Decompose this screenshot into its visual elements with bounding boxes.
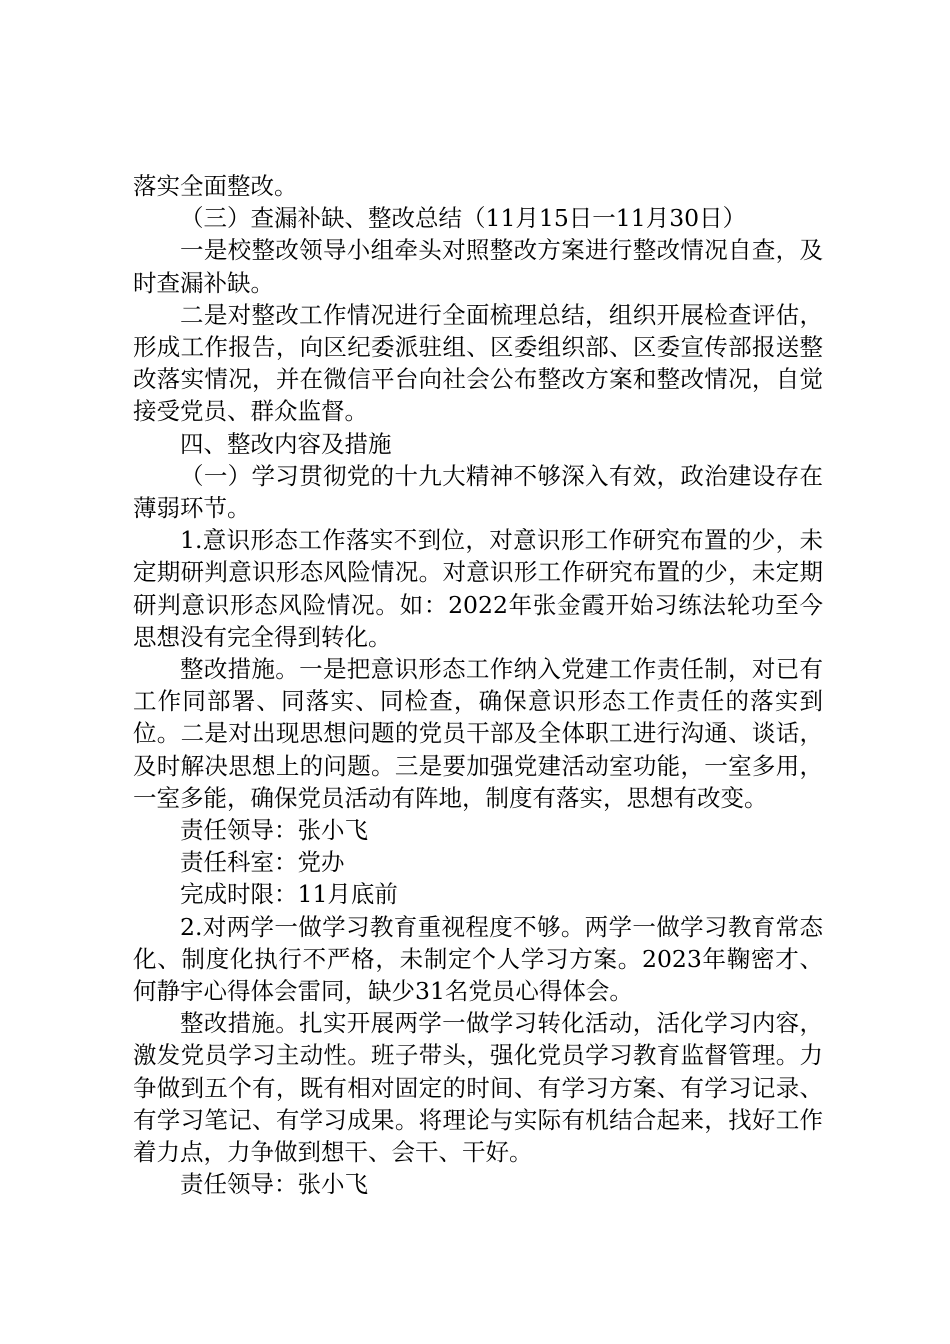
paragraph-self-check: 一是校整改领导小组牵头对照整改方案进行整改情况自查，及时查漏补缺。 xyxy=(133,236,823,297)
completion-deadline: 完成时限：11月底前 xyxy=(180,880,398,909)
responsible-office: 责任科室：党办 xyxy=(180,848,345,877)
responsible-leader-second: 责任领导：张小飞 xyxy=(180,1170,368,1199)
paragraph-summary-report: 二是对整改工作情况进行全面梳理总结，组织开展检查评估，形成工作报告，向区纪委派驻组、区委组织部、区委宣传部报送整改落实情况，并在微信平台向社会公布整改方案和整改情况，自觉接受党员、群众监督。 xyxy=(133,300,823,426)
item-two-studies: 2.对两学一做学习教育重视程度不够。两学一做学习教育常态化、制度化执行不严格，未制定个人学习方案。2023年鞠密才、何静宇心得体会雷同，缺少31名党员心得体会。 xyxy=(133,912,823,1006)
responsible-leader: 责任领导：张小飞 xyxy=(180,816,368,845)
section-heading-check-summary: （三）查漏补缺、整改总结（11月15日一11月30日） xyxy=(180,204,747,233)
paragraph-implement-rectification: 落实全面整改。 xyxy=(133,172,298,200)
item-ideology-work: 1.意识形态工作落实不到位，对意识形工作研究布置的少，未定期研判意识形态风险情况。对意识形工作研究布置的少，未定期研判意识形态风险情况。如：2022年张金霞开始习练法轮功至今思想没有完全得到转化。 xyxy=(133,526,823,651)
subsection-heading-study-spirit: （一）学习贯彻党的十九大精神不够深入有效，政治建设存在薄弱环节。 xyxy=(133,461,823,523)
document-body xyxy=(133,170,823,1201)
paragraph-measures-two-studies: 整改措施。扎实开展两学一做学习转化活动，活化学习内容，激发党员学习主动性。班子带头，强化党员学习教育监督管理。力争做到五个有，既有相对固定的时间、有学习方案、有学习记录、有学习笔记、有学习成果。将理论与实际有机结合起来，找好工作着力点，力争做到想干、会干、干好。 xyxy=(133,1009,823,1167)
section-heading-content-measures: 四、整改内容及措施 xyxy=(180,429,392,458)
paragraph-measures-ideology: 整改措施。一是把意识形态工作纳入党建工作责任制，对已有工作同部署、同落实、同检查，确保意识形态工作责任的落实到位。二是对出现思想问题的党员干部及全体职工进行沟通、谈话，及时解决思想上的问题。三是要加强党建活动室功能，一室多用，一室多能，确保党员活动有阵地，制度有落实，思想有改变。 xyxy=(133,655,823,812)
